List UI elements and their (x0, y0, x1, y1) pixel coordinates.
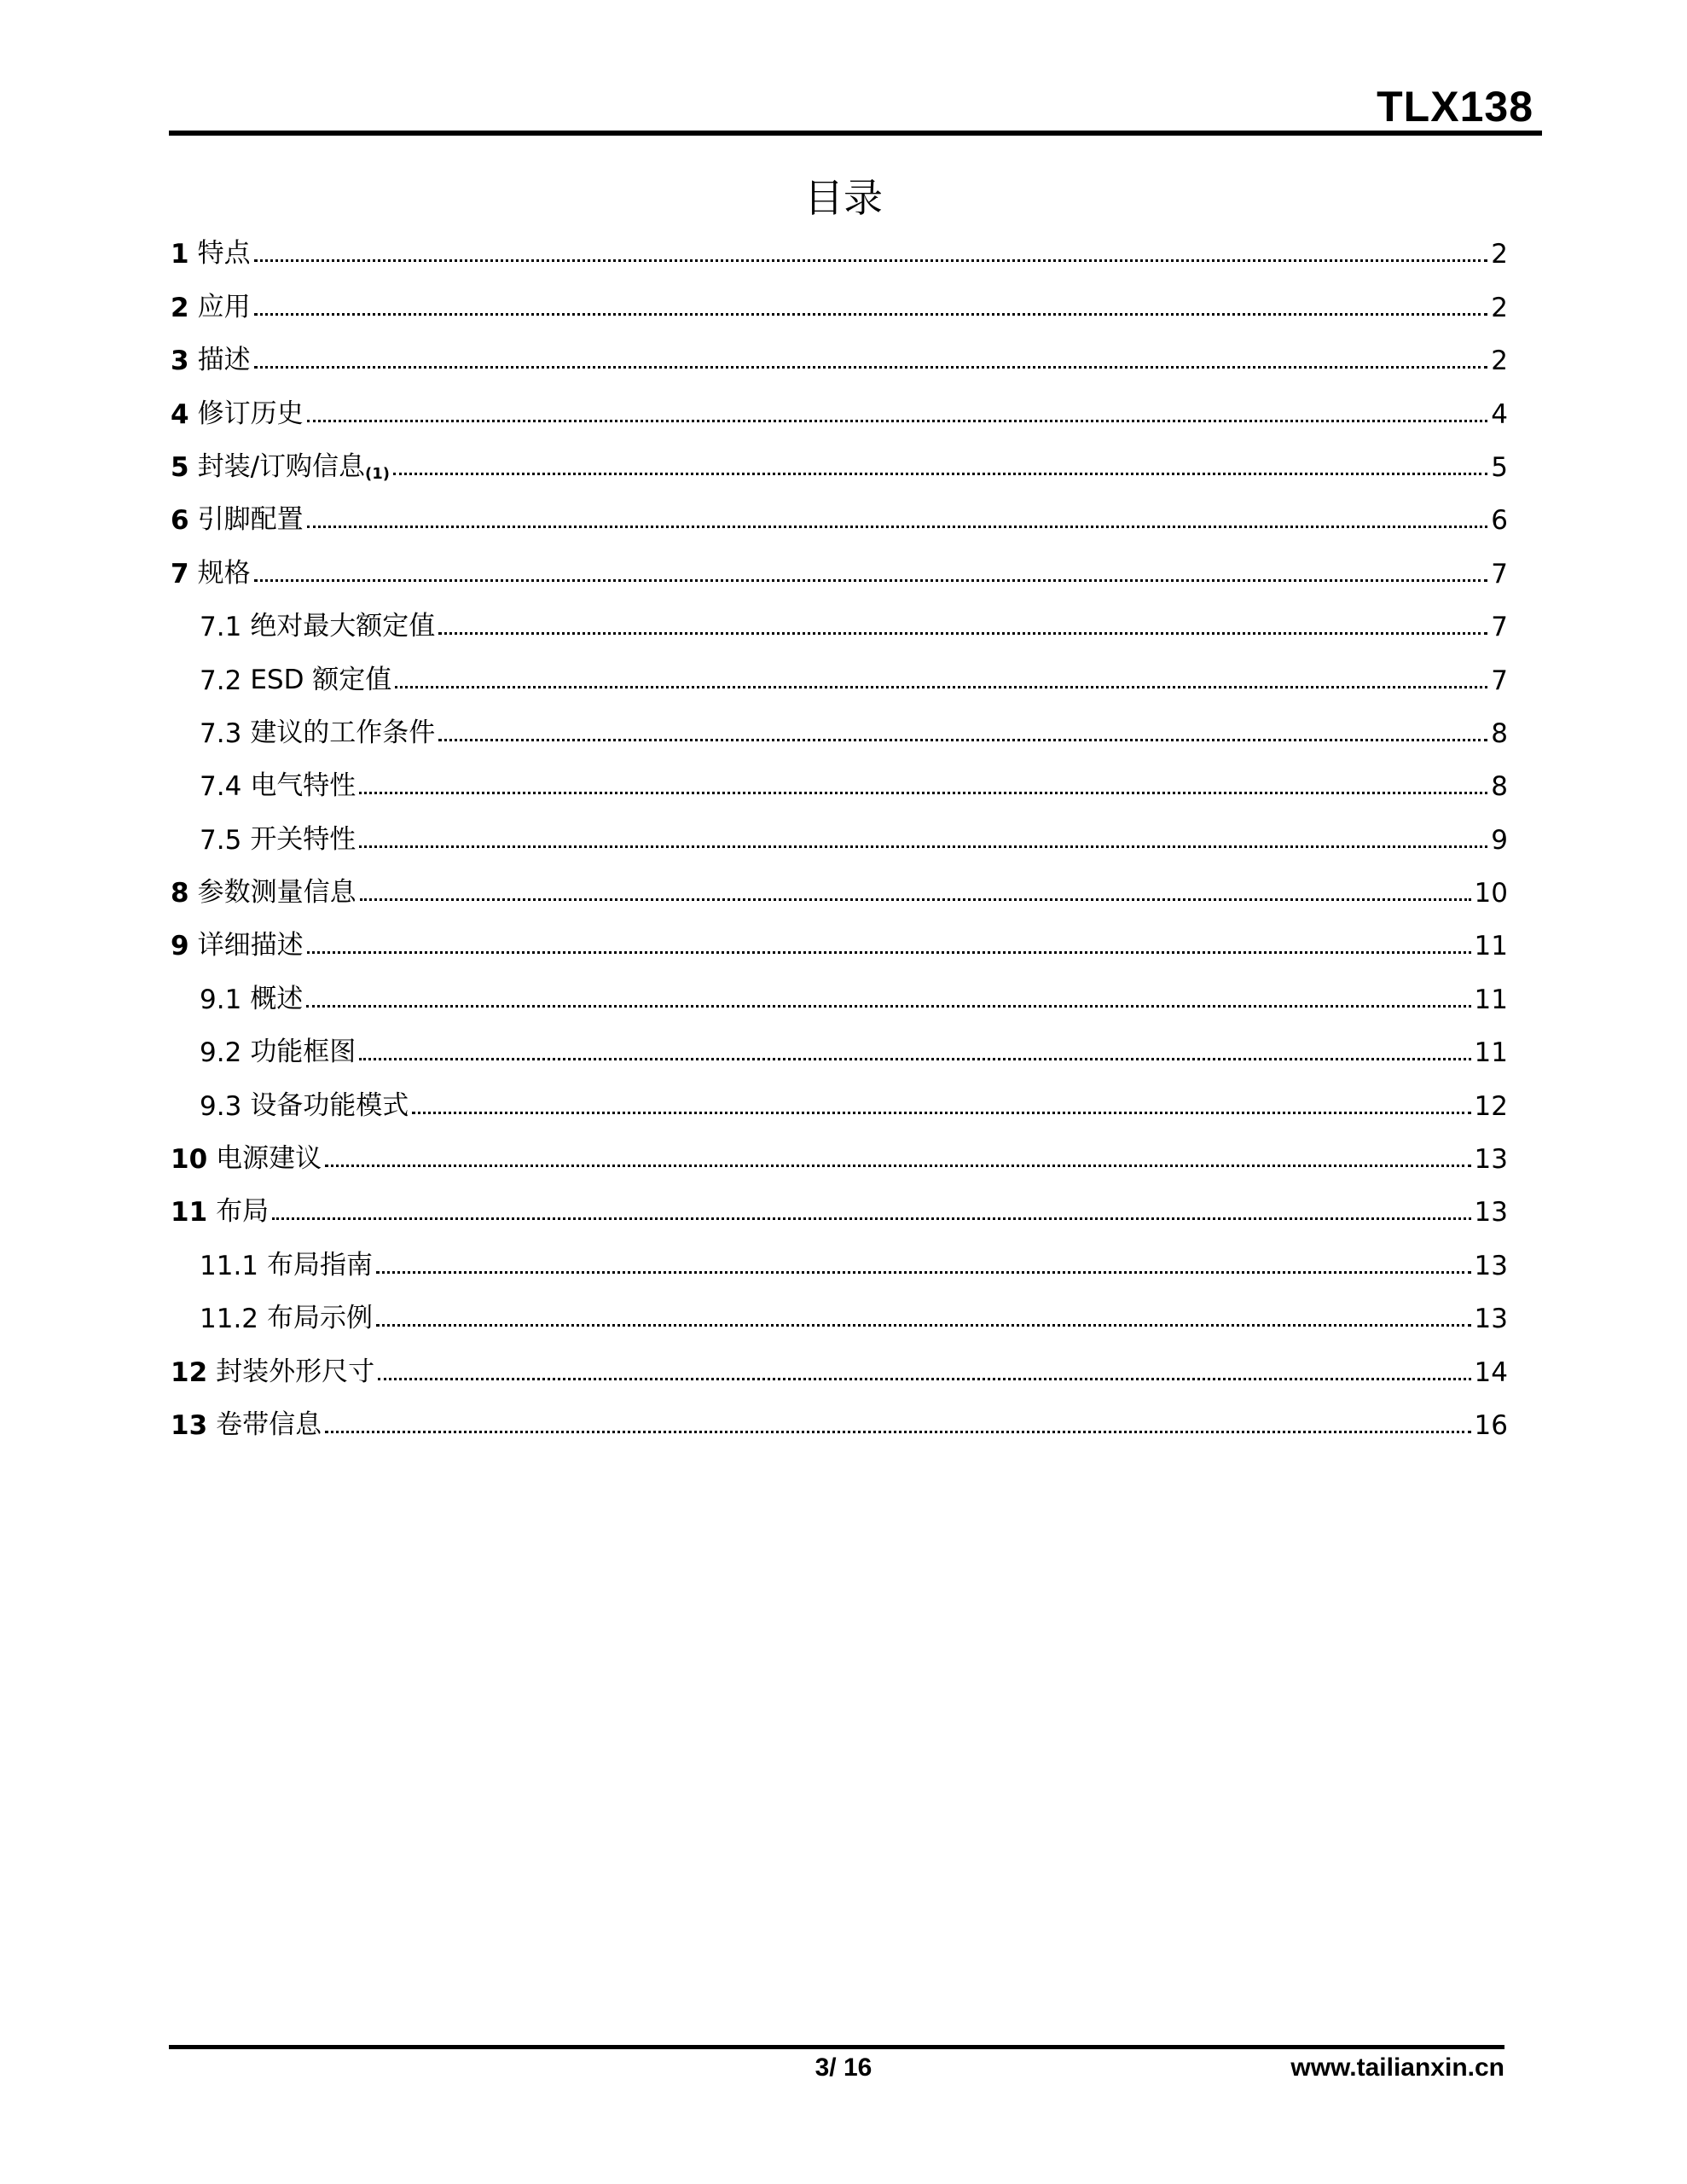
toc-entry-page-number: 13 (1474, 1250, 1508, 1281)
toc-entry[interactable] (171, 802, 1508, 855)
toc-entry-number: 9 (171, 931, 189, 962)
toc-entry-label: 规格 (197, 557, 251, 589)
toc-dot-leader (393, 473, 1487, 475)
toc-dot-leader (376, 1271, 1471, 1274)
toc-entry-label: 卷带信息 (216, 1409, 322, 1440)
toc-entry-number: 7 (171, 558, 189, 590)
toc-entry-number: 7.1 (200, 612, 242, 643)
toc-entry-number: 12 (171, 1356, 208, 1388)
toc-entry[interactable] (171, 376, 1508, 429)
toc-entry-label: 布局指南 (267, 1249, 374, 1281)
toc-entry-label: 应用 (197, 291, 251, 322)
footer-website-link[interactable]: www.tailianxin.cn (1290, 2053, 1504, 2082)
toc-entry-page-number: 11 (1474, 984, 1508, 1015)
toc-dot-leader (307, 526, 1488, 528)
toc-entry-label: 设备功能模式 (250, 1089, 409, 1121)
toc-entry[interactable] (171, 856, 1508, 909)
toc-entry-label: 参数测量信息 (197, 877, 357, 909)
toc-entry-number: 7.2 (200, 665, 242, 696)
toc-dot-leader (325, 1165, 1470, 1167)
toc-entry-label: 描述 (197, 345, 251, 376)
toc-entry-label: 布局 (216, 1196, 270, 1228)
toc-entry-footnote-marker: (1) (365, 464, 391, 483)
toc-entry-label: 引脚配置 (197, 504, 304, 536)
toc-entry[interactable] (171, 961, 1508, 1014)
toc-entry-page-number: 14 (1474, 1356, 1508, 1388)
toc-entry-number: 9.2 (200, 1037, 242, 1069)
toc-entry[interactable] (171, 590, 1508, 642)
toc-entry-page-number: 7 (1491, 665, 1508, 696)
toc-entry[interactable] (171, 909, 1508, 961)
toc-entry-page-number: 9 (1491, 824, 1508, 856)
toc-dot-leader (325, 1431, 1470, 1433)
toc-entry-page-number: 11 (1474, 1037, 1508, 1069)
toc-entry-label: 建议的工作条件 (250, 717, 436, 748)
toc-entry-number: 7.5 (200, 824, 242, 856)
toc-entry-number: 11.2 (200, 1304, 259, 1335)
toc-entry-label: 修订历史 (197, 398, 304, 429)
toc-entry-number: 9.3 (200, 1090, 242, 1122)
toc-entry[interactable] (171, 217, 1508, 270)
toc-entry-number: 5 (171, 451, 189, 483)
toc-entry[interactable] (171, 642, 1508, 695)
toc-entry-number: 11.1 (200, 1250, 259, 1281)
toc-entry[interactable] (171, 1175, 1508, 1228)
toc-entry-label: 特点 (197, 238, 251, 270)
toc-entry-label: 概述 (250, 983, 304, 1014)
header-divider (169, 131, 1542, 136)
toc-entry-label: 开关特性 (250, 823, 357, 855)
toc-dot-leader (359, 792, 1487, 794)
toc-dot-leader (254, 579, 1488, 582)
table-of-contents (171, 217, 1508, 1441)
toc-entry-number: 7.4 (200, 771, 242, 803)
toc-entry-page-number: 13 (1474, 1304, 1508, 1335)
footer-divider (169, 2045, 1504, 2049)
toc-entry[interactable] (171, 749, 1508, 802)
footer-page-number: 3/ 16 (815, 2053, 872, 2082)
toc-dot-leader (254, 259, 1488, 262)
toc-entry-page-number: 5 (1491, 451, 1508, 483)
header-product-title: TLX138 (1377, 83, 1533, 131)
toc-entry-page-number: 7 (1491, 612, 1508, 643)
toc-entry-label: 详细描述 (197, 930, 304, 961)
toc-entry-label: 封装外形尺寸 (216, 1356, 375, 1387)
toc-dot-leader (395, 686, 1487, 688)
toc-entry-page-number: 7 (1491, 558, 1508, 590)
toc-entry-label: 功能框图 (250, 1037, 357, 1068)
toc-entry-number: 3 (171, 346, 189, 377)
toc-dot-leader (272, 1217, 1470, 1220)
toc-entry[interactable] (171, 1122, 1508, 1175)
toc-entry-label: 布局示例 (267, 1303, 374, 1334)
toc-entry[interactable] (171, 270, 1508, 322)
toc-entry-label: 绝对最大额定值 (250, 611, 436, 642)
toc-entry-page-number: 10 (1474, 878, 1508, 909)
toc-entry-label: 电气特性 (250, 770, 357, 802)
toc-dot-leader (412, 1112, 1470, 1114)
toc-entry-label: ESD 额定值 (250, 664, 392, 695)
toc-entry-number: 11 (171, 1197, 208, 1228)
toc-entry-page-number: 12 (1474, 1090, 1508, 1122)
toc-entry-number: 6 (171, 505, 189, 537)
toc-entry-page-number: 16 (1474, 1409, 1508, 1441)
toc-entry-number: 2 (171, 292, 189, 323)
toc-entry[interactable] (171, 430, 1508, 483)
toc-entry[interactable] (171, 323, 1508, 376)
toc-entry-page-number: 13 (1474, 1144, 1508, 1176)
toc-entry[interactable] (171, 483, 1508, 536)
toc-entry-number: 1 (171, 239, 189, 270)
toc-entry[interactable] (171, 1388, 1508, 1441)
toc-dot-leader (378, 1378, 1470, 1380)
toc-entry[interactable] (171, 536, 1508, 589)
toc-title: 目录 (804, 175, 883, 221)
toc-entry-page-number: 2 (1491, 239, 1508, 270)
toc-entry-page-number: 13 (1474, 1197, 1508, 1228)
toc-dot-leader (306, 1005, 1470, 1008)
toc-dot-leader (438, 739, 1487, 741)
toc-entry-number: 8 (171, 878, 189, 909)
toc-dot-leader (307, 951, 1471, 954)
toc-dot-leader (438, 632, 1487, 635)
toc-entry-number: 4 (171, 398, 189, 430)
toc-dot-leader (376, 1324, 1471, 1327)
toc-entry-label: 电源建议 (216, 1143, 322, 1175)
toc-dot-leader (359, 845, 1487, 848)
toc-entry[interactable] (171, 1228, 1508, 1281)
toc-entry[interactable] (171, 1281, 1508, 1334)
toc-entry-page-number: 2 (1491, 346, 1508, 377)
toc-entry-page-number: 8 (1491, 771, 1508, 803)
toc-entry-number: 7.3 (200, 717, 242, 749)
toc-entry[interactable] (171, 1068, 1508, 1121)
toc-dot-leader (307, 420, 1488, 422)
toc-dot-leader (360, 898, 1471, 901)
toc-entry-number: 9.1 (200, 984, 242, 1015)
toc-entry-page-number: 4 (1491, 398, 1508, 430)
toc-entry-page-number: 11 (1474, 931, 1508, 962)
toc-entry[interactable] (171, 1334, 1508, 1387)
toc-entry-label: 封装/订购信息 (197, 450, 366, 482)
toc-dot-leader (254, 313, 1488, 316)
toc-dot-leader (254, 366, 1488, 369)
toc-entry-page-number: 6 (1491, 505, 1508, 537)
toc-entry-number: 13 (171, 1409, 208, 1441)
toc-dot-leader (359, 1058, 1470, 1060)
toc-entry-page-number: 8 (1491, 717, 1508, 749)
toc-entry-number: 10 (171, 1144, 208, 1176)
toc-entry[interactable] (171, 1015, 1508, 1068)
toc-entry-page-number: 2 (1491, 292, 1508, 323)
toc-entry[interactable] (171, 696, 1508, 749)
